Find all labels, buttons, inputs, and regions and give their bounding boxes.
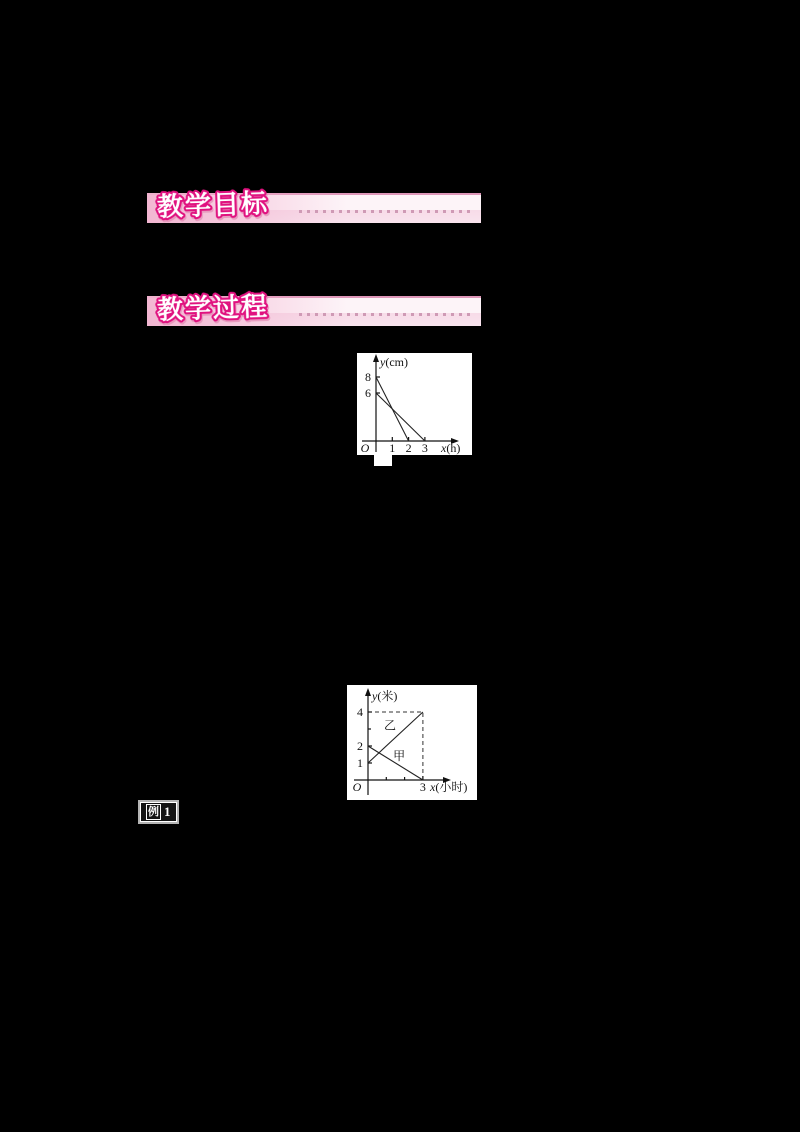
example-badge-frame [140,802,177,822]
chart-2-figure [347,685,477,800]
line-chart-cm-vs-h [357,353,472,455]
banner-title-art [151,186,311,228]
banner-title-art [151,289,311,331]
y-axis-title: y(米) [372,689,398,703]
example-label: 例 [148,806,159,818]
y-tick-label: 6 [365,386,371,400]
y-axis-arrow [373,354,379,362]
banner-teaching-process [147,291,481,326]
y-tick-label: 2 [357,739,363,753]
y-tick-label: 8 [365,370,371,384]
x-tick-label: 1 [389,441,396,455]
paper-fragment [374,455,392,466]
example-number: 1 [164,804,171,819]
chart-1-figure [357,353,472,455]
x-tick-label: 3 [421,441,428,455]
dotted-divider [299,210,473,213]
y-tick-label: 1 [357,756,363,770]
banner-title-text: 教学过程 [156,291,270,326]
series-line-segment-from-6 [376,393,425,441]
series-label: 乙 [383,718,396,733]
x-tick-label: 2 [405,441,412,455]
y-axis-title: y(cm) [380,355,408,369]
y-axis-arrow [365,688,371,696]
series-label: 甲 [393,749,406,764]
x-axis-title: x(h) [441,441,461,455]
x-tick-label: 3 [419,780,426,794]
example-1-badge [138,800,179,824]
y-tick-label: 4 [357,705,363,719]
dotted-divider [299,313,473,316]
banner-title-text: 教学目标 [156,188,270,223]
line-chart-meters-vs-hours [347,685,477,800]
origin-label: O [360,441,370,455]
x-axis-title: x(小时) [430,780,468,794]
origin-label: O [352,780,362,794]
banner-teaching-objectives [147,188,481,223]
